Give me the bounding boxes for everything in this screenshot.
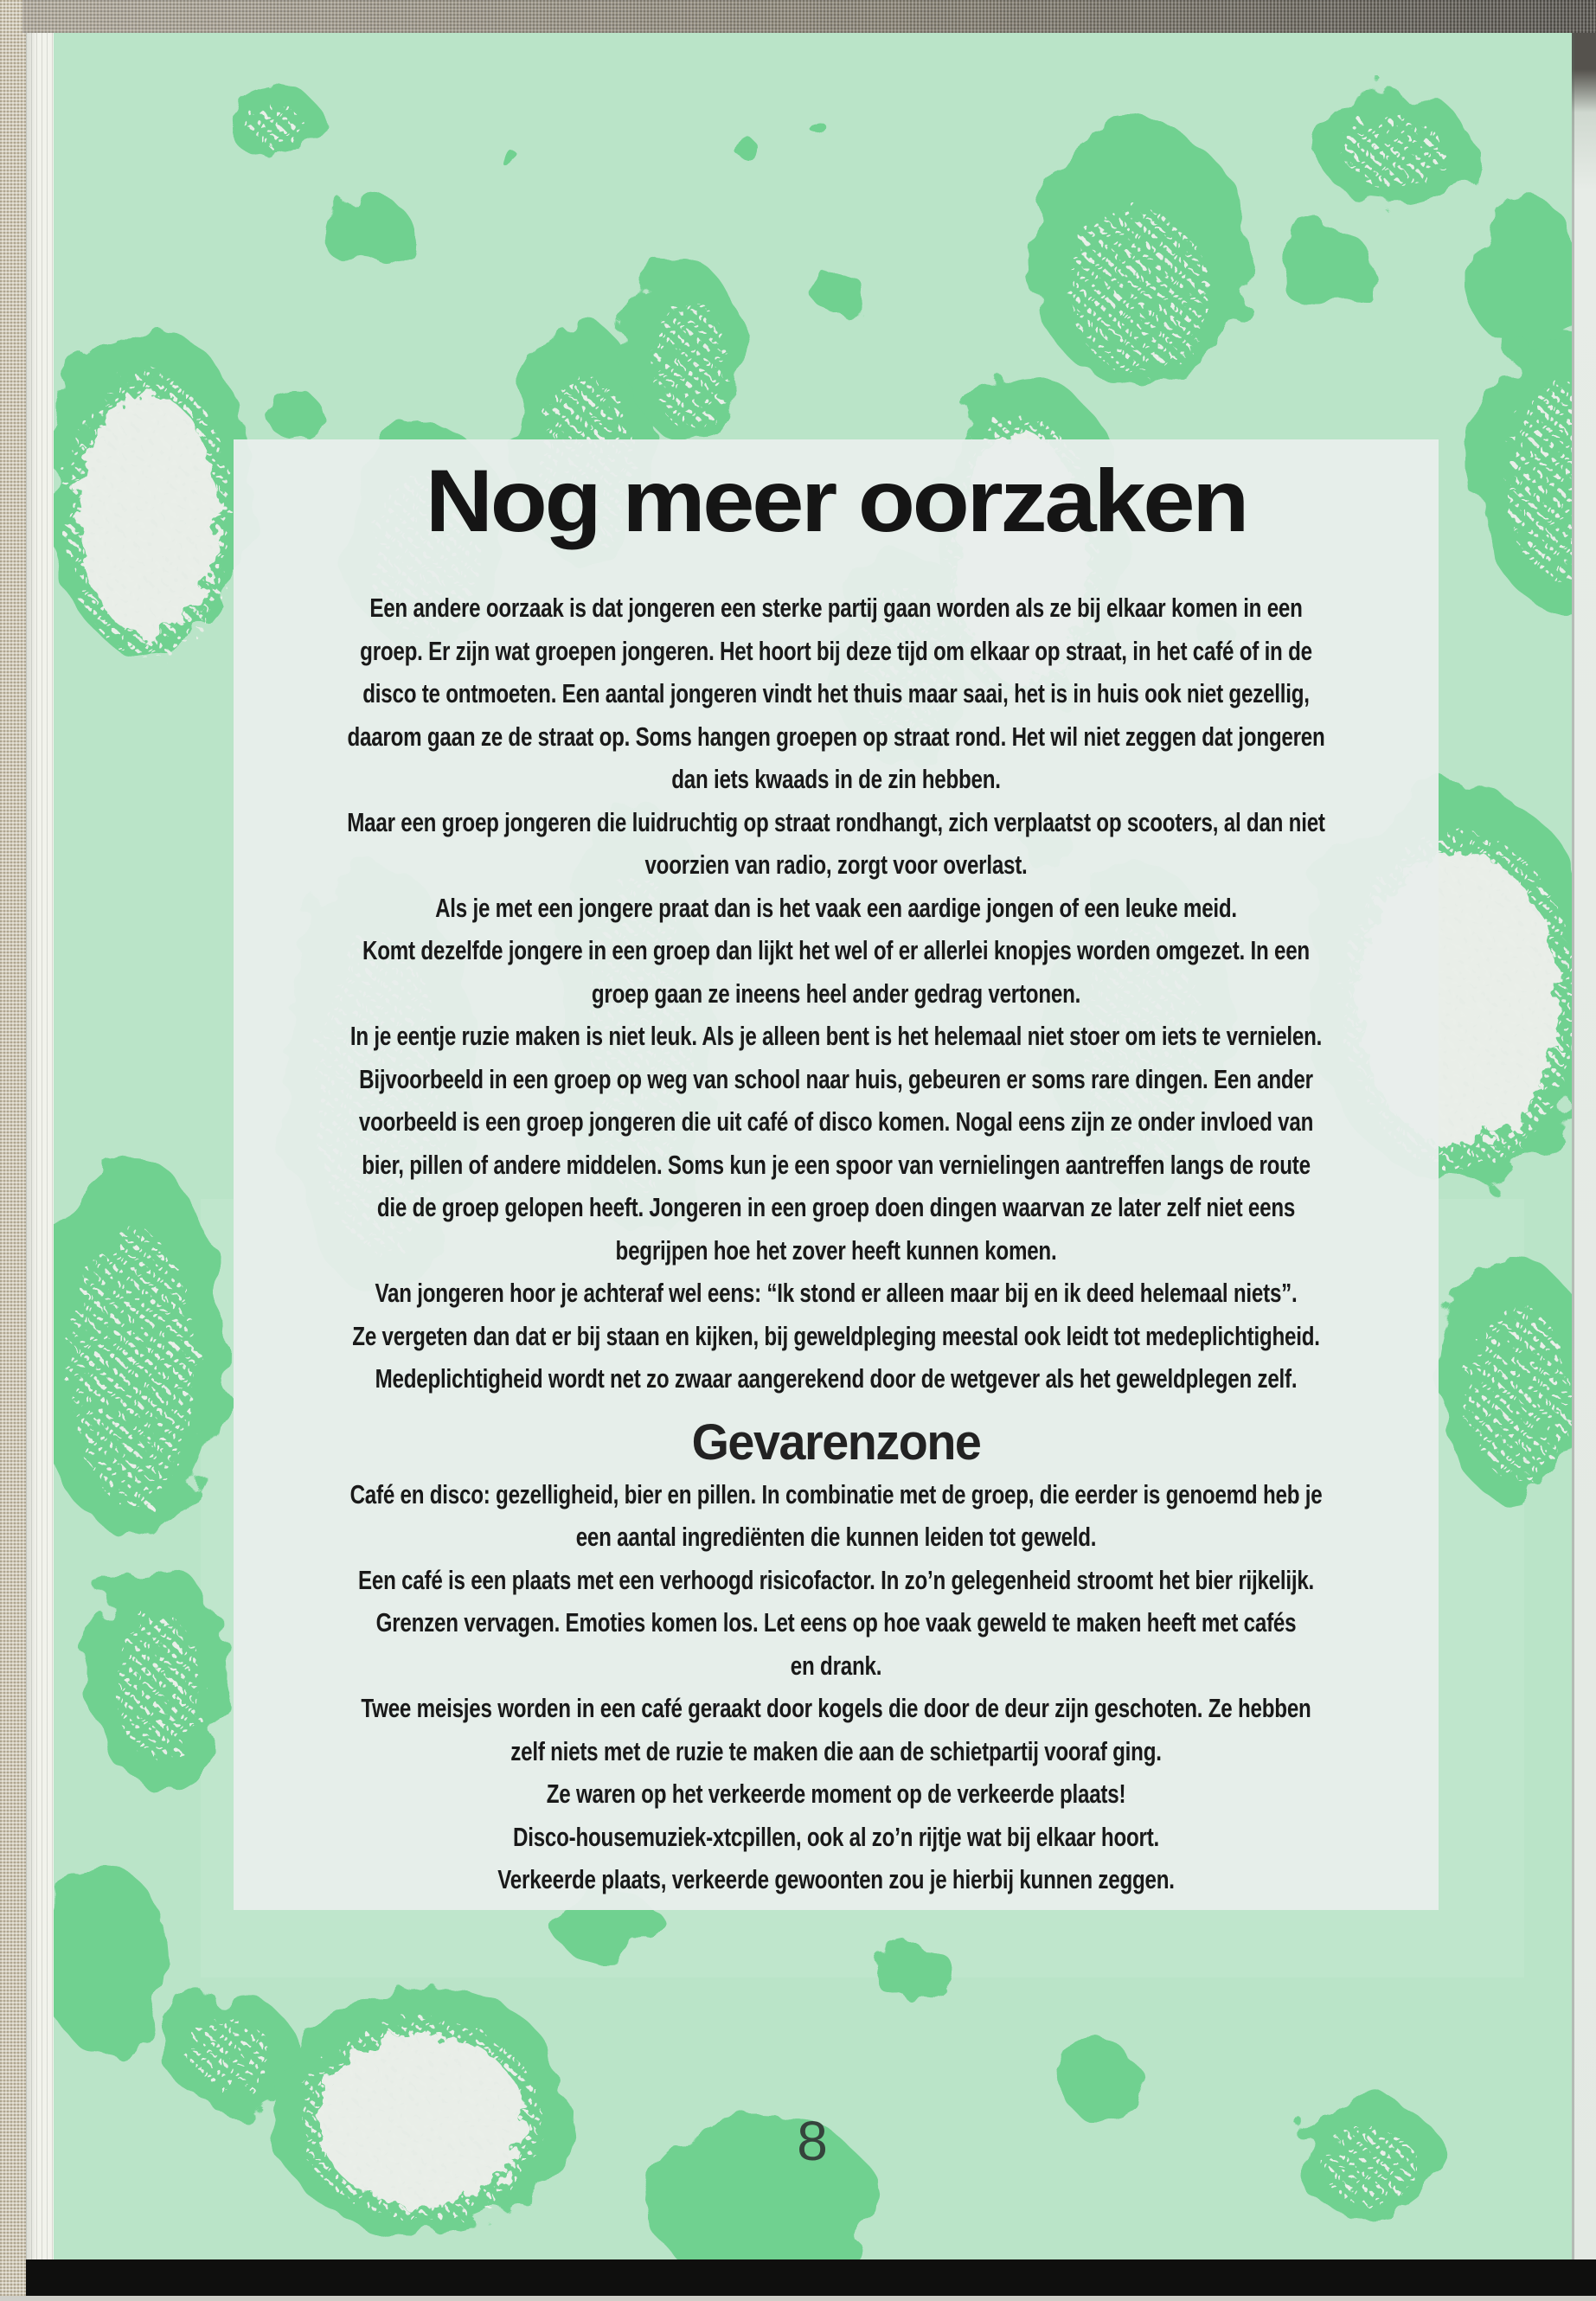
body-text-line: Grenzen vervagen. Emoties komen los. Let eens op hoe vaak geweld te maken heeft met cafés — [375, 1607, 1297, 1638]
body-text-line: bier, pillen of andere middelen. Soms kun je een spoor van vernielingen aantreffen langs de route — [362, 1149, 1311, 1180]
body-text — [199, 586, 1473, 1901]
body-text-line: disco te ontmoeten. Een aantal jongeren vindt het thuis maar saai, het is in huis ook niet gezellig, — [362, 678, 1310, 708]
body-text-line: een aantal ingrediënten die kunnen leiden tot geweld. — [575, 1522, 1097, 1552]
body-text-line: Van jongeren hoor je achteraf wel eens: “Ik stond er alleen maar bij en ik deed helemaal niets”. — [375, 1278, 1298, 1308]
body-text-line: daarom gaan ze de straat op. Soms hangen groepen op straat rond. Het wil niet zeggen dat jongeren — [347, 721, 1325, 752]
body-text-line: en drank. — [790, 1650, 882, 1681]
body-text-line: Als je met een jongere praat dan is het vaak een aardige jongen of een leuke meid. — [435, 892, 1237, 923]
page-stack-edge — [26, 0, 54, 2301]
body-text-line: groep gaan ze ineens heel ander gedrag vertonen. — [591, 977, 1081, 1009]
body-text-line: Disco-housemuziek-xtcpillen, ook al zo’n rijtje wat bij elkaar hoort. — [512, 1821, 1160, 1852]
body-text-line: groep. Er zijn wat groepen jongeren. Het hoort bij deze tijd om elkaar op straat, in het café of in de — [360, 635, 1312, 666]
body-text-line: Café en disco: gezelligheid, bier en pillen. In combinatie met de groep, die eerder is genoemd heb je — [349, 1478, 1323, 1509]
body-text-line: zelf niets met de ruzie te maken die aan de schietpartij vooraf ging. — [510, 1735, 1162, 1766]
page-number: 8 — [797, 2110, 829, 2172]
scan-bottom-bar — [26, 2259, 1596, 2296]
page-right-edge — [1572, 0, 1596, 2301]
body-text-line: Ze vergeten dan dat er bij staan en kijken, bij geweldpleging meestal ook leidt tot medeplichtigheid. — [352, 1320, 1320, 1351]
body-text-line: dan iets kwaads in de zin hebben. — [671, 764, 1001, 794]
content-box — [234, 439, 1439, 1910]
book-top-edge — [22, 0, 1596, 33]
body-text-line: Komt dezelfde jongere in een groep dan lijkt het wel of er allerlei knopjes worden omgezet. In een — [362, 935, 1310, 965]
body-text-line: Verkeerde plaats, verkeerde gewoonten zou je hierbij kunnen zeggen. — [497, 1864, 1175, 1894]
body-text-line: Ze waren op het verkeerde moment op de verkeerde plaats! — [546, 1779, 1126, 1809]
body-text-line: voorzien van radio, zorgt voor overlast. — [644, 849, 1028, 880]
body-text-line: Bijvoorbeeld in een groep op weg van school naar huis, gebeuren er soms rare dingen. Een ander — [359, 1063, 1313, 1094]
book-cover-fabric-edge — [0, 0, 26, 2301]
body-text-line: Een café is een plaats met een verhoogd risicofactor. In zo’n gelegenheid stroomt het bier rijkelijk. — [357, 1564, 1315, 1595]
body-text-line: Medeplichtigheid wordt net zo zwaar aangerekend door de wetgever als het geweldplegen zelf. — [375, 1363, 1298, 1394]
body-text-line: Een andere oorzaak is dat jongeren een sterke partij gaan worden als ze bij elkaar komen in een — [369, 593, 1303, 623]
page-background — [54, 31, 1572, 2259]
body-text-line: In je eentje ruzie maken is niet leuk. Als je alleen bent is het helemaal niet stoer om iets te vernielen. — [349, 1021, 1323, 1051]
page-title: Nog meer oorzaken — [425, 452, 1247, 550]
section-heading: Gevarenzone — [691, 1413, 981, 1471]
scan-bottom-strip — [0, 2296, 1596, 2301]
body-text-line: Maar een groep jongeren die luidruchtig op straat rondhangt, zich verplaatst op scooters, al dan niet — [347, 806, 1325, 837]
body-text-line: voorbeeld is een groep jongeren die uit café of disco komen. Nogal eens zijn ze onder invloed van — [358, 1106, 1314, 1137]
body-text-line: die de groep gelopen heeft. Jongeren in een groep doen dingen waarvan ze later zelf niet eens — [376, 1192, 1296, 1222]
body-text-line: Twee meisjes worden in een café geraakt door kogels die door de deur zijn geschoten. Ze hebben — [361, 1693, 1311, 1723]
body-text-line: begrijpen hoe het zover heeft kunnen komen. — [615, 1234, 1057, 1266]
